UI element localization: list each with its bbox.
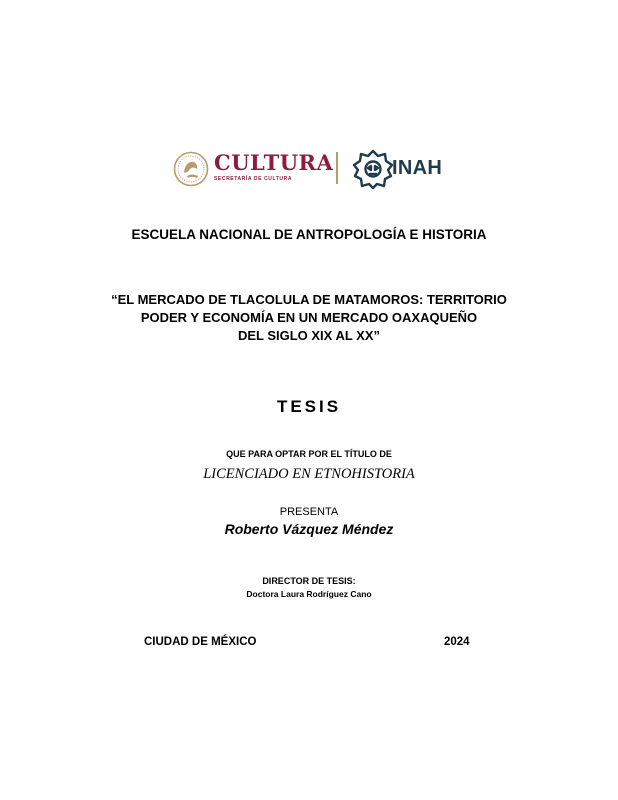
- institution-logos: [0, 146, 618, 196]
- cultura-subtitle: SECRETARÍA DE CULTURA: [214, 176, 293, 182]
- thesis-title: [0, 291, 618, 345]
- thesis-title-line: “EL MERCADO DE TLACOLULA DE MATAMOROS: TERRITORIO: [111, 292, 507, 307]
- author-name: Roberto Vázquez Méndez: [224, 521, 394, 537]
- mexico-seal-logo: [173, 151, 209, 187]
- logo-divider: [336, 152, 338, 184]
- director-label: DIRECTOR DE TESIS:: [262, 576, 356, 586]
- school-name: ESCUELA NACIONAL DE ANTROPOLOGÍA E HISTORIA: [131, 227, 487, 242]
- presenta-label: PRESENTA: [279, 506, 339, 518]
- degree-intro: QUE PARA OPTAR POR EL TÍTULO DE: [226, 449, 392, 459]
- city: CIUDAD DE MÉXICO: [144, 636, 257, 648]
- cultura-wordmark: CULTURA: [214, 150, 334, 175]
- year: 2024: [444, 636, 470, 648]
- thesis-title-line: DEL SIGLO XIX AL XX”: [237, 328, 381, 343]
- document-type: TESIS: [276, 397, 342, 416]
- director-name: Doctora Laura Rodríguez Cano: [246, 589, 372, 599]
- inah-glyph-logo: [352, 148, 394, 190]
- degree-title: LICENCIADO EN ETNOHISTORIA: [203, 466, 415, 482]
- inah-wordmark: INAH: [392, 157, 443, 179]
- thesis-title-line: PODER Y ECONOMÍA EN UN MERCADO OAXAQUEÑO: [140, 310, 478, 325]
